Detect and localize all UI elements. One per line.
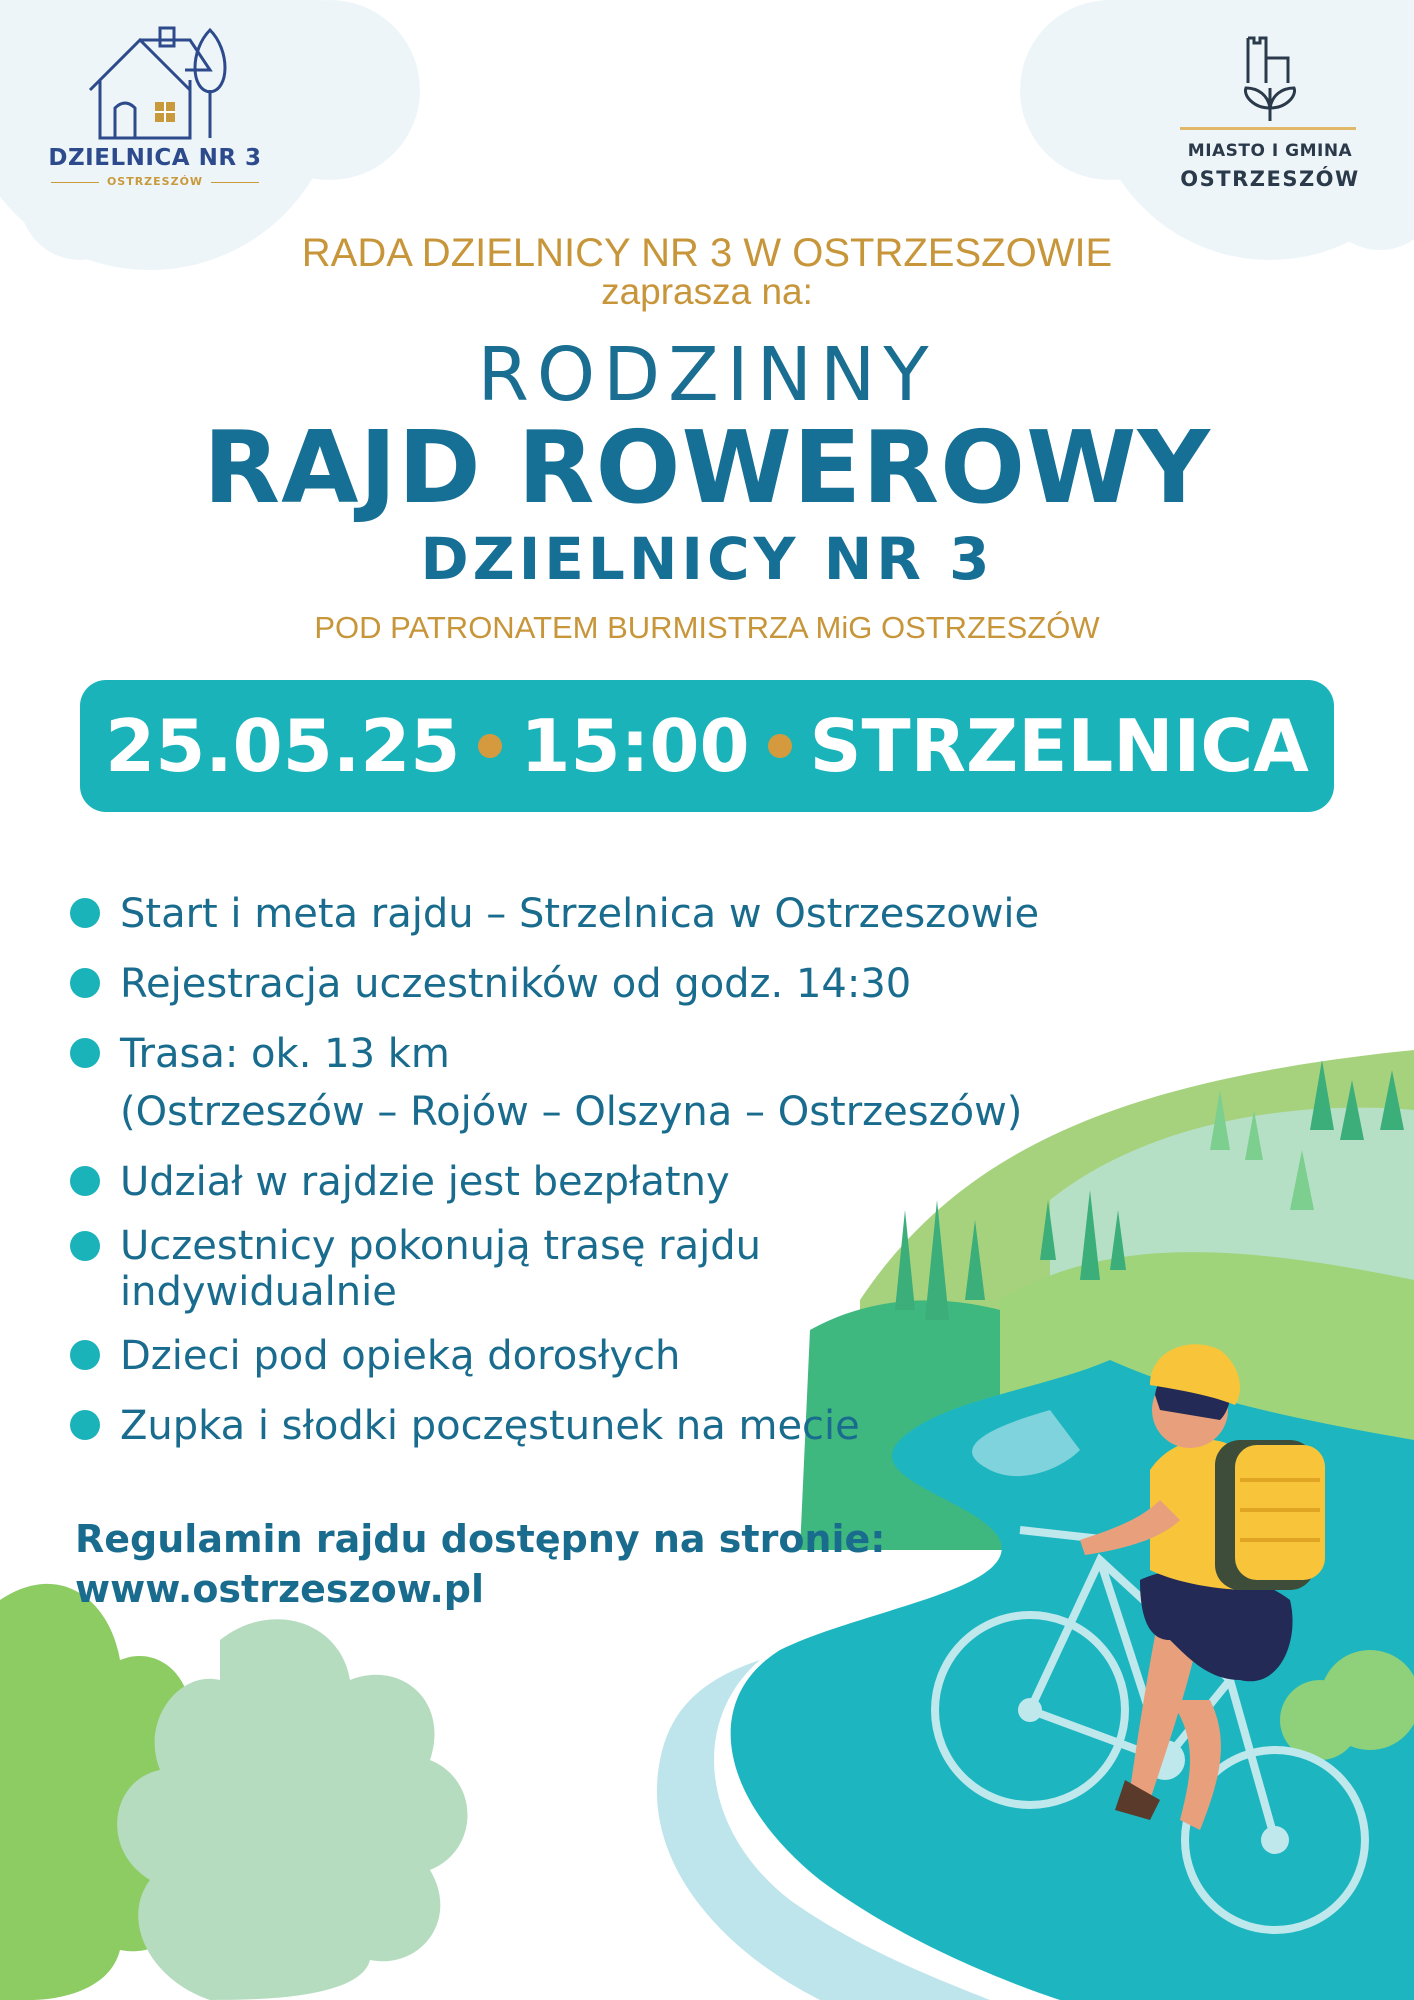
- list-item: [70, 1153, 1170, 1211]
- event-time: 15:00: [520, 704, 750, 788]
- bullet-icon: [70, 1231, 100, 1261]
- logo-right-line2: OSTRZESZÓW: [1180, 167, 1360, 191]
- event-banner: [80, 680, 1334, 812]
- list-item-text: Udział w rajdzie jest bezpłatny: [120, 1159, 730, 1205]
- house-icon: [85, 20, 235, 140]
- list-item: [70, 1223, 1170, 1315]
- invite-text: zaprasza na:: [601, 271, 813, 312]
- list-item: [70, 885, 1170, 943]
- list-item-text-continued: indywidualnie: [120, 1269, 397, 1315]
- bullet-icon: [70, 898, 100, 928]
- separator-dot-icon: [478, 734, 502, 758]
- rules-block: [75, 1514, 885, 1614]
- title-dzielnicy: DZIELNICY NR 3: [420, 525, 994, 593]
- list-item-text-continued: (Ostrzeszów – Rojów – Olszyna – Ostrzeszów): [120, 1089, 1023, 1135]
- logo-left-sub: OSTRZESZÓW: [40, 175, 270, 188]
- event-date: 25.05.25: [105, 704, 461, 788]
- organizer-text: RADA DZIELNICY NR 3 W OSTRZESZOWIE: [301, 231, 1113, 275]
- details-list: [70, 885, 1170, 1455]
- bullet-icon: [70, 1340, 100, 1370]
- list-item: [70, 1025, 1170, 1141]
- title-rajd-rowerowy: RAJD ROWEROWY: [203, 409, 1211, 526]
- list-item: [70, 1397, 1170, 1455]
- list-item-text: Trasa: ok. 13 km: [120, 1031, 450, 1077]
- rules-link[interactable]: www.ostrzeszow.pl: [75, 1567, 485, 1611]
- list-item-text: Uczestnicy pokonują trasę rajdu: [120, 1223, 761, 1269]
- logo-right-line1: MIASTO I GMINA: [1187, 141, 1353, 161]
- bullet-icon: [70, 1410, 100, 1440]
- list-item: [70, 955, 1170, 1013]
- bullet-icon: [70, 1038, 100, 1068]
- event-place: STRZELNICA: [809, 704, 1309, 788]
- list-item-text: Start i meta rajdu – Strzelnica w Ostrzeszowie: [120, 891, 1040, 937]
- logo-miasto-gmina: [1160, 25, 1380, 205]
- logo-left-name: DZIELNICA NR 3: [48, 145, 262, 171]
- patronage-text: POD PATRONATEM BURMISTRZA MiG OSTRZESZÓW: [314, 610, 1100, 645]
- list-item-text: Rejestracja uczestników od godz. 14:30: [120, 961, 912, 1007]
- list-item-text: Dzieci pod opieką dorosłych: [120, 1333, 681, 1379]
- title-rodzinny: RODZINNY: [477, 332, 937, 418]
- separator-dot-icon: [768, 734, 792, 758]
- bullet-icon: [70, 1166, 100, 1196]
- tower-leaf-icon: [1238, 33, 1302, 123]
- logo-divider: [1180, 127, 1356, 130]
- logo-dzielnica-nr3: [40, 15, 270, 205]
- bullet-icon: [70, 968, 100, 998]
- list-item: [70, 1327, 1170, 1385]
- list-item-text: Zupka i słodki poczęstunek na mecie: [120, 1403, 860, 1449]
- rules-text: Regulamin rajdu dostępny na stronie:: [75, 1517, 886, 1561]
